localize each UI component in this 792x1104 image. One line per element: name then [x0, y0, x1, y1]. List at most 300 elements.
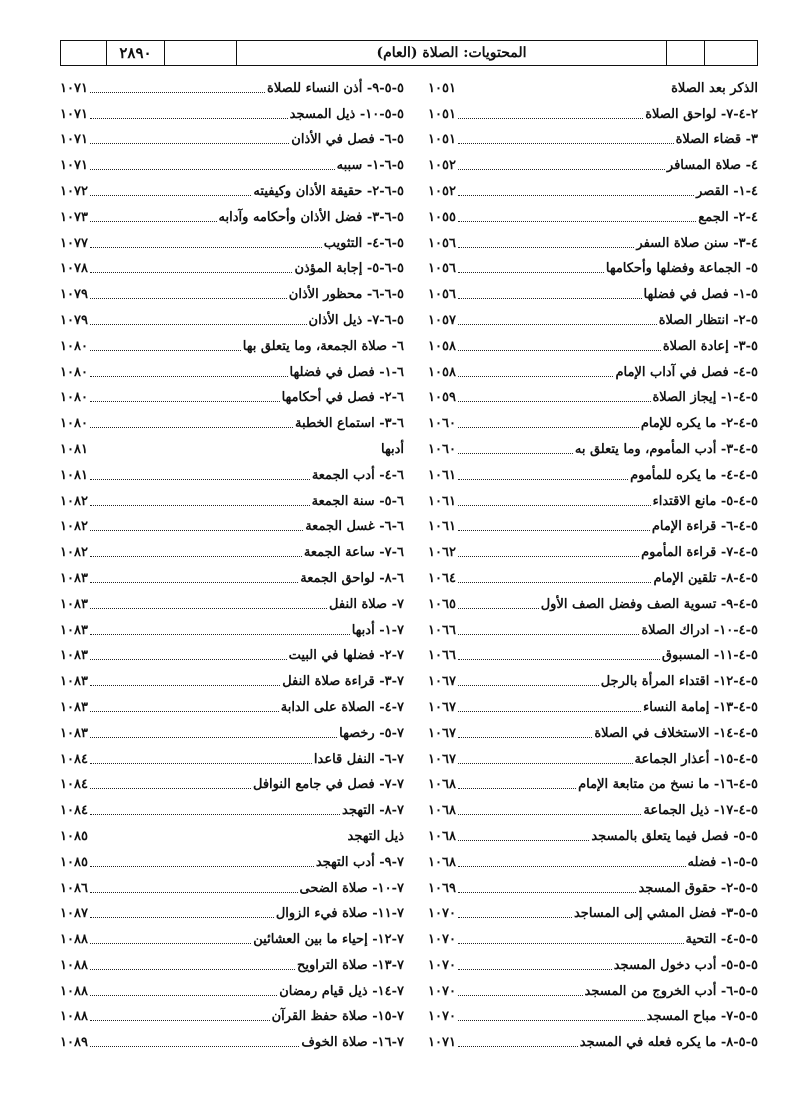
toc-entry [60, 460, 404, 486]
header-cell-empty [705, 41, 757, 65]
toc-entry [60, 305, 404, 331]
toc-entry-title: ٥-٦-٦- محظور الأذان [288, 287, 404, 303]
toc-entry-title: ٦-٧- ساعة الجمعة [303, 545, 404, 561]
toc-entry [60, 1002, 404, 1028]
toc-entry-page: ١٠٨٤ [60, 777, 88, 793]
toc-entry-page: ١٠٦٠ [428, 416, 456, 432]
dot-leader [90, 608, 327, 609]
toc-entry-page: ١٠٨٣ [60, 570, 88, 586]
toc-entry [428, 202, 758, 228]
toc-entry-title: الذكر بعد الصلاة [671, 80, 758, 96]
dot-leader [90, 866, 314, 867]
dot-leader [90, 763, 312, 764]
dot-leader [90, 401, 280, 402]
toc-entry-page: ١٠٨٤ [60, 751, 88, 767]
toc-entry-page: ١٠٥١ [428, 80, 456, 96]
toc-entry-page: ١٠٨٣ [60, 699, 88, 715]
toc-entry [428, 821, 758, 847]
dot-leader [458, 943, 684, 944]
toc-entry-page: ١٠٨٠ [60, 416, 88, 432]
toc-entry-title: ٦-٥- سنة الجمعة [311, 493, 404, 509]
toc-entry [428, 254, 758, 280]
toc-entry [60, 795, 404, 821]
toc-entry-title: ٧-١٢- إحياء ما بين العشائين [253, 932, 404, 948]
dot-leader [90, 143, 289, 144]
toc-entry-title: ٥-٤-١٤- الاستخلاف في الصلاة [594, 725, 758, 741]
toc-entry-title: ٣- قضاء الصلاة [675, 132, 758, 148]
toc-entry [428, 692, 758, 718]
dot-leader [90, 737, 337, 738]
toc-entry-page: ١٠٧٢ [60, 183, 88, 199]
toc-entry [428, 899, 758, 925]
toc-entry [428, 73, 758, 99]
toc-entry [428, 228, 758, 254]
toc-entry-page: ١٠٦١ [428, 467, 456, 483]
toc-entry-title: ٧-١٣- صلاة التراويح [297, 957, 404, 973]
toc-entry [428, 718, 758, 744]
dot-leader [90, 1046, 299, 1047]
toc-entry [428, 795, 758, 821]
toc-entry-page: ١٠٧٩ [60, 312, 88, 328]
dot-leader [458, 969, 612, 970]
dot-leader [458, 892, 637, 893]
toc-entry-title: ٥-٤-٥- مانع الاقتداء [652, 493, 758, 509]
toc-entry-title: ٦-٣- استماع الخطبة [294, 416, 404, 432]
toc-entry-page: ١٠٧١ [60, 132, 88, 148]
toc-entry-page: ١٠٧٠ [428, 983, 456, 999]
toc-entry-page: ١٠٨٢ [60, 493, 88, 509]
toc-entry-title: ٧-١٤- ذيل قيام رمضان [279, 983, 404, 999]
toc-entry-title: ٤- صلاة المسافر [666, 158, 758, 174]
toc-entry [428, 1027, 758, 1053]
dot-leader [458, 1046, 578, 1047]
toc-entry-title: ٥-٦-٧- ذيل الأذان [308, 312, 404, 328]
dot-leader [458, 711, 641, 712]
toc-entry [428, 641, 758, 667]
toc-entry [60, 176, 404, 202]
dot-leader [458, 169, 665, 170]
toc-entry [428, 976, 758, 1002]
dot-leader [458, 737, 592, 738]
toc-entry [428, 950, 758, 976]
toc-entry-page: ١٠٥٢ [428, 183, 456, 199]
dot-leader [90, 298, 287, 299]
dot-leader [90, 118, 288, 119]
toc-entry-page: ١٠٨٣ [60, 725, 88, 741]
toc-entry-page: ١٠٥٩ [428, 390, 456, 406]
toc-entry-page: ١٠٨٢ [60, 519, 88, 535]
toc-entry-title: ٥-٦-٤- التثويب [323, 235, 404, 251]
toc-entry [60, 512, 404, 538]
toc-entry [60, 331, 404, 357]
toc-entry-title: ٥-٤-١١- المسبوق [661, 648, 758, 664]
toc-entry-page: ١٠٨٢ [60, 545, 88, 561]
dot-leader [90, 350, 241, 351]
toc-entry-title: ٦-٨- لواحق الجمعة [300, 570, 404, 586]
toc-entry-title: ٥-٤- فصل في آداب الإمام [615, 364, 758, 380]
dot-leader [90, 247, 322, 248]
toc-entry-page: ١٠٦٦ [428, 622, 456, 638]
toc-entry-title: ٥-٢- انتظار الصلاة [658, 312, 758, 328]
toc-entry-title: ٥-٥-٥- أدب دخول المسجد [613, 957, 758, 973]
toc-entry [428, 924, 758, 950]
toc-entry [60, 563, 404, 589]
toc-entry-page: ١٠٨٨ [60, 983, 88, 999]
toc-entry-page: ١٠٨١ [60, 467, 88, 483]
toc-entry-title: ٧-٧- فصل في جامع النوافل [252, 777, 404, 793]
dot-leader [90, 685, 280, 686]
toc-entry-page: ١٠٨٣ [60, 596, 88, 612]
dot-leader [90, 582, 298, 583]
dot-leader [90, 969, 295, 970]
dot-leader [458, 685, 599, 686]
toc-entry [60, 899, 404, 925]
toc-entry-title: ٦-١- فصل في فضلها [289, 364, 404, 380]
toc-entry-title: ذيل التهجد [347, 828, 404, 844]
toc-entry-page: ١٠٧٠ [428, 906, 456, 922]
toc-entry-title: ٧- صلاة النفل [329, 596, 404, 612]
dot-leader [458, 814, 641, 815]
toc-entry-page: ١٠٦٨ [428, 777, 456, 793]
toc-entry [428, 279, 758, 305]
dot-leader [90, 272, 293, 273]
toc-entry-page: ١٠٦٠ [428, 441, 456, 457]
toc-entry [428, 744, 758, 770]
toc-entry-page: ١٠٧١ [60, 158, 88, 174]
toc-entry [60, 924, 404, 950]
toc-entry-page: ١٠٨٣ [60, 622, 88, 638]
toc-entry-title: ٧-١٠- صلاة الضحى [299, 880, 404, 896]
toc-entry-title: ٧-٥- رخصها [339, 725, 404, 741]
toc-entry [428, 512, 758, 538]
toc-entry-title: ٥-٤-٢- ما يكره للإمام [640, 416, 758, 432]
dot-leader [458, 324, 657, 325]
toc-right-column [428, 73, 758, 1053]
toc-entry [60, 615, 404, 641]
toc-entry [60, 718, 404, 744]
toc-entry-page: ١٠٥٦ [428, 261, 456, 277]
toc-entry [428, 176, 758, 202]
toc-entry-title: ٥-٥-٨- ما يكره فعله في المسجد [579, 1035, 758, 1051]
toc-entry-title: ٧-١- أدبها [351, 622, 404, 638]
toc-entry-page: ١٠٥٨ [428, 364, 456, 380]
toc-entry-title: ٤-٢- الجمع [698, 209, 758, 225]
toc-entry [428, 357, 758, 383]
toc-entry-page: ١٠٧٠ [428, 1009, 456, 1025]
toc-entry-page: ١٠٨٦ [60, 880, 88, 896]
toc-entry-title: ٥-٦-١- سببه [336, 158, 404, 174]
toc-entry [428, 873, 758, 899]
toc-entry-title: ٧-١٥- صلاة حفظ القرآن [271, 1009, 404, 1025]
toc-entry [60, 150, 404, 176]
toc-entry-title: ٥-٥-١٠- ذيل المسجد [289, 106, 404, 122]
toc-entry [60, 744, 404, 770]
dot-leader [90, 892, 298, 893]
dot-leader [90, 169, 335, 170]
toc-entry-page: ١٠٧٠ [428, 932, 456, 948]
toc-entry-page: ١٠٨١ [60, 441, 88, 457]
toc-entry-title: ٧-٣- قراءة صلاة النفل [282, 674, 404, 690]
toc-entry-page: ١٠٧٣ [60, 209, 88, 225]
dot-leader [90, 943, 251, 944]
toc-entry [428, 460, 758, 486]
toc-entry-title: ٧-١٦- صلاة الخوف [301, 1035, 404, 1051]
toc-entry-page: ١٠٥١ [428, 106, 456, 122]
toc-entry-page: ١٠٨٨ [60, 957, 88, 973]
toc-entry-page: ١٠٦٦ [428, 648, 456, 664]
dot-leader [458, 453, 573, 454]
toc-entry [428, 770, 758, 796]
dot-leader [458, 995, 583, 996]
toc-entry-title: ٧-٩- أدب التهجد [315, 854, 404, 870]
toc-entry-page: ١٠٧١ [60, 80, 88, 96]
dot-leader [90, 427, 293, 428]
dot-leader [458, 479, 628, 480]
dot-leader [458, 659, 660, 660]
dot-leader [90, 530, 303, 531]
toc-entry [60, 692, 404, 718]
dot-leader [458, 195, 694, 196]
header-cell-empty [165, 41, 237, 65]
dot-leader [90, 1020, 270, 1021]
toc-entry [428, 125, 758, 151]
toc-entry [428, 434, 758, 460]
toc-entry-page: ١٠٧١ [428, 1035, 456, 1051]
dot-leader [458, 143, 674, 144]
toc-entry-title: ٥-٤-١٠- ادراك الصلاة [641, 622, 758, 638]
toc-entry [60, 770, 404, 796]
toc-entry [428, 1002, 758, 1028]
dot-leader [458, 376, 614, 377]
dot-leader [90, 505, 310, 506]
toc-entry [60, 486, 404, 512]
toc-entry-title: ٥-٤-١٢- اقتداء المرأة بالرجل [600, 674, 758, 690]
toc-entry-page: ١٠٥٧ [428, 312, 456, 328]
toc-entry-title: ٧-٦- النفل قاعدا [313, 751, 404, 767]
toc-entry-page: ١٠٦٤ [428, 570, 456, 586]
toc-entry-page: ١٠٦٨ [428, 803, 456, 819]
toc-entry-title: ٥-١- فصل في فضلها [643, 287, 758, 303]
toc-entry [60, 408, 404, 434]
dot-leader [90, 788, 251, 789]
toc-entry-page: ١٠٨٣ [60, 674, 88, 690]
toc-entry-title: أدبها [381, 441, 404, 457]
toc-entry-page: ١٠٦٨ [428, 854, 456, 870]
toc-entry-title: ٧-٨- التهجد [342, 803, 404, 819]
toc-entry [60, 821, 404, 847]
toc-entry-title: ٥-٥-٩- أذن النساء للصلاة [267, 80, 404, 96]
dot-leader [458, 763, 633, 764]
dot-leader [458, 530, 650, 531]
toc-entry-title: ٥-٥-٦- أدب الخروج من المسجد [584, 983, 758, 999]
toc-entry-page: ١٠٧٠ [428, 957, 456, 973]
dot-leader [90, 917, 274, 918]
dot-leader [90, 995, 277, 996]
toc-entry-page: ١٠٥١ [428, 132, 456, 148]
dot-leader [90, 634, 350, 635]
dot-leader [90, 814, 340, 815]
dot-leader [458, 247, 634, 248]
toc-entry-page: ١٠٦٧ [428, 699, 456, 715]
dot-leader [90, 479, 310, 480]
toc-entry-title: ٥-٤-٣- أدب المأموم، وما يتعلق به [574, 441, 758, 457]
toc-entry-title: ٥-٤-١٣- إمامة النساء [643, 699, 758, 715]
header-cell-empty [667, 41, 705, 65]
dot-leader [90, 195, 251, 196]
toc-entry-page: ١٠٨٩ [60, 1035, 88, 1051]
toc-entry-page: ١٠٧٩ [60, 287, 88, 303]
toc-entry-title: ٥-٥-٢- حقوق المسجد [638, 880, 758, 896]
dot-leader [90, 324, 307, 325]
toc-entry [60, 73, 404, 99]
toc-entry-title: ٧-٢- فضلها في البيت [288, 648, 404, 664]
toc-entry-page: ١٠٦٨ [428, 828, 456, 844]
toc-entry-page: ١٠٥٦ [428, 287, 456, 303]
toc-entry-title: ٥-٤-١- إيجاز الصلاة [652, 390, 758, 406]
toc-entry-title: ٥-٤-٩- تسوية الصف وفضل الصف الأول [540, 596, 758, 612]
toc-entry [60, 589, 404, 615]
toc-entry-page: ١٠٨٠ [60, 390, 88, 406]
toc-entry-title: ٦-٤- أدب الجمعة [311, 467, 404, 483]
toc-entry-page: ١٠٧١ [60, 106, 88, 122]
toc-entry-title: ٥- الجماعة وفضلها وأحكامها [605, 261, 758, 277]
dot-leader [458, 221, 696, 222]
toc-entry-title: ٥-٦-٢- حقيقة الأذان وكيفيته [253, 183, 404, 199]
toc-entry-page: ١٠٦١ [428, 519, 456, 535]
toc-entry [60, 873, 404, 899]
toc-entry-page: ١٠٥٨ [428, 338, 456, 354]
toc-entry-title: ٥-٥-٧- مباح المسجد [646, 1009, 758, 1025]
toc-entry [60, 279, 404, 305]
toc-entry [428, 486, 758, 512]
page-title: المحتويات: الصلاة (العام) [376, 45, 527, 61]
dot-leader [458, 118, 643, 119]
toc-entry-title: ٤-١- القصر [696, 183, 758, 199]
toc-entry-title: ٥-٥-٣- فضل المشي إلى المساجد [573, 906, 758, 922]
toc-entry-page: ١٠٦٥ [428, 596, 456, 612]
dot-leader [458, 401, 651, 402]
toc-entry-page: ١٠٨٠ [60, 338, 88, 354]
page-number: ٢٨٩٠ [119, 44, 152, 62]
toc-entry-page: ١٠٦٢ [428, 545, 456, 561]
toc-entry-title: ٥-٦- فصل في الأذان [291, 132, 404, 148]
toc-entry-title: ٦- صلاة الجمعة، وما يتعلق بها [242, 338, 404, 354]
dot-leader [90, 711, 279, 712]
toc-entry-page: ١٠٦٧ [428, 674, 456, 690]
toc-entry [428, 563, 758, 589]
toc-entry-page: ١٠٨٠ [60, 364, 88, 380]
toc-entry-title: ٥-٤-٨- تلقين الإمام [653, 570, 758, 586]
toc-entry-title: ٤-٣- سنن صلاة السفر [636, 235, 758, 251]
dot-leader [458, 556, 639, 557]
toc-entry [60, 357, 404, 383]
toc-entry [60, 847, 404, 873]
toc-entry-page: ١٠٦٧ [428, 725, 456, 741]
toc-entry [428, 408, 758, 434]
toc-entry-page: ١٠٨٨ [60, 932, 88, 948]
toc-entry-title: ٥-٤-٦- قراءة الإمام [651, 519, 758, 535]
toc-entry [60, 254, 404, 280]
toc-entry [428, 537, 758, 563]
toc-entry [428, 331, 758, 357]
toc-entry-title: ٧-١١- صلاة فيء الزوال [275, 906, 404, 922]
toc-entry-title: ٥-٦-٣- فضل الأذان وأحكامه وآدابه [218, 209, 404, 225]
dot-leader [458, 505, 651, 506]
toc-entry [60, 125, 404, 151]
toc-entry-title: ٥-٥- فصل فيما يتعلق بالمسجد [591, 828, 758, 844]
toc-entry-title: ٥-٥-٤- التحية [685, 932, 758, 948]
dot-leader [458, 917, 572, 918]
toc-entry [428, 150, 758, 176]
header-title-cell [237, 41, 667, 65]
toc-entry-title: ٥-٤-١٦- ما نسخ من متابعة الإمام [578, 777, 758, 793]
dot-leader [458, 350, 661, 351]
toc-entry-page: ١٠٨٥ [60, 828, 88, 844]
toc-entry [60, 976, 404, 1002]
toc-entry [60, 537, 404, 563]
dot-leader [458, 582, 652, 583]
header-cell-empty [61, 41, 107, 65]
dot-leader [458, 866, 686, 867]
toc-entry-page: ١٠٨٨ [60, 1009, 88, 1025]
toc-entry-title: ٥-٣- إعادة الصلاة [662, 338, 758, 354]
dot-leader [458, 427, 639, 428]
toc-entry [428, 305, 758, 331]
toc-entry-page: ١٠٥٢ [428, 158, 456, 174]
toc-entry [60, 641, 404, 667]
toc-entry [60, 202, 404, 228]
toc-left-column [60, 73, 404, 1053]
dot-leader [458, 272, 604, 273]
toc-entry-page: ١٠٨٣ [60, 648, 88, 664]
toc-entry-title: ٥-٥-١- فضله [687, 854, 758, 870]
toc-entry [428, 847, 758, 873]
toc-entry [60, 383, 404, 409]
dot-leader [458, 608, 539, 609]
dot-leader [458, 788, 576, 789]
dot-leader [90, 556, 302, 557]
toc-entry-page: ١٠٧٧ [60, 235, 88, 251]
toc-entry-title: ٥-٦-٥- إجابة المؤذن [294, 261, 404, 277]
toc-entry [428, 666, 758, 692]
toc-entry [428, 615, 758, 641]
toc-entry [60, 1027, 404, 1053]
toc-entry-page: ١٠٥٥ [428, 209, 456, 225]
toc-entry-title: ٢-٤-٧- لواحق الصلاة [645, 106, 758, 122]
toc-entry [428, 589, 758, 615]
toc-entry-title: ٥-٤-٤- ما يكره للمأموم [630, 467, 758, 483]
toc-entry-page: ١٠٨٤ [60, 803, 88, 819]
dot-leader [458, 1020, 645, 1021]
toc-entry-title: ٧-٤- الصلاة على الدابة [280, 699, 404, 715]
toc-entry-title: ٦-٦- غسل الجمعة [305, 519, 404, 535]
toc-entry [60, 434, 404, 460]
dot-leader [90, 659, 287, 660]
toc-entry-title: ٥-٤-١٧- ذيل الجماعة [643, 803, 758, 819]
toc-entry-title: ٥-٤-١٥- أعذار الجماعة [634, 751, 758, 767]
toc-entry-title: ٦-٢- فصل في أحكامها [281, 390, 404, 406]
dot-leader [458, 298, 642, 299]
toc-entry-page: ١٠٧٨ [60, 261, 88, 277]
toc-entry [428, 383, 758, 409]
toc-entry-page: ١٠٦١ [428, 493, 456, 509]
toc-entry [60, 950, 404, 976]
toc-entry-title: ٥-٤-٧- قراءة المأموم [641, 545, 758, 561]
toc-entry [60, 99, 404, 125]
toc-entry [60, 666, 404, 692]
toc-entry-page: ١٠٨٥ [60, 854, 88, 870]
toc-entry [428, 99, 758, 125]
